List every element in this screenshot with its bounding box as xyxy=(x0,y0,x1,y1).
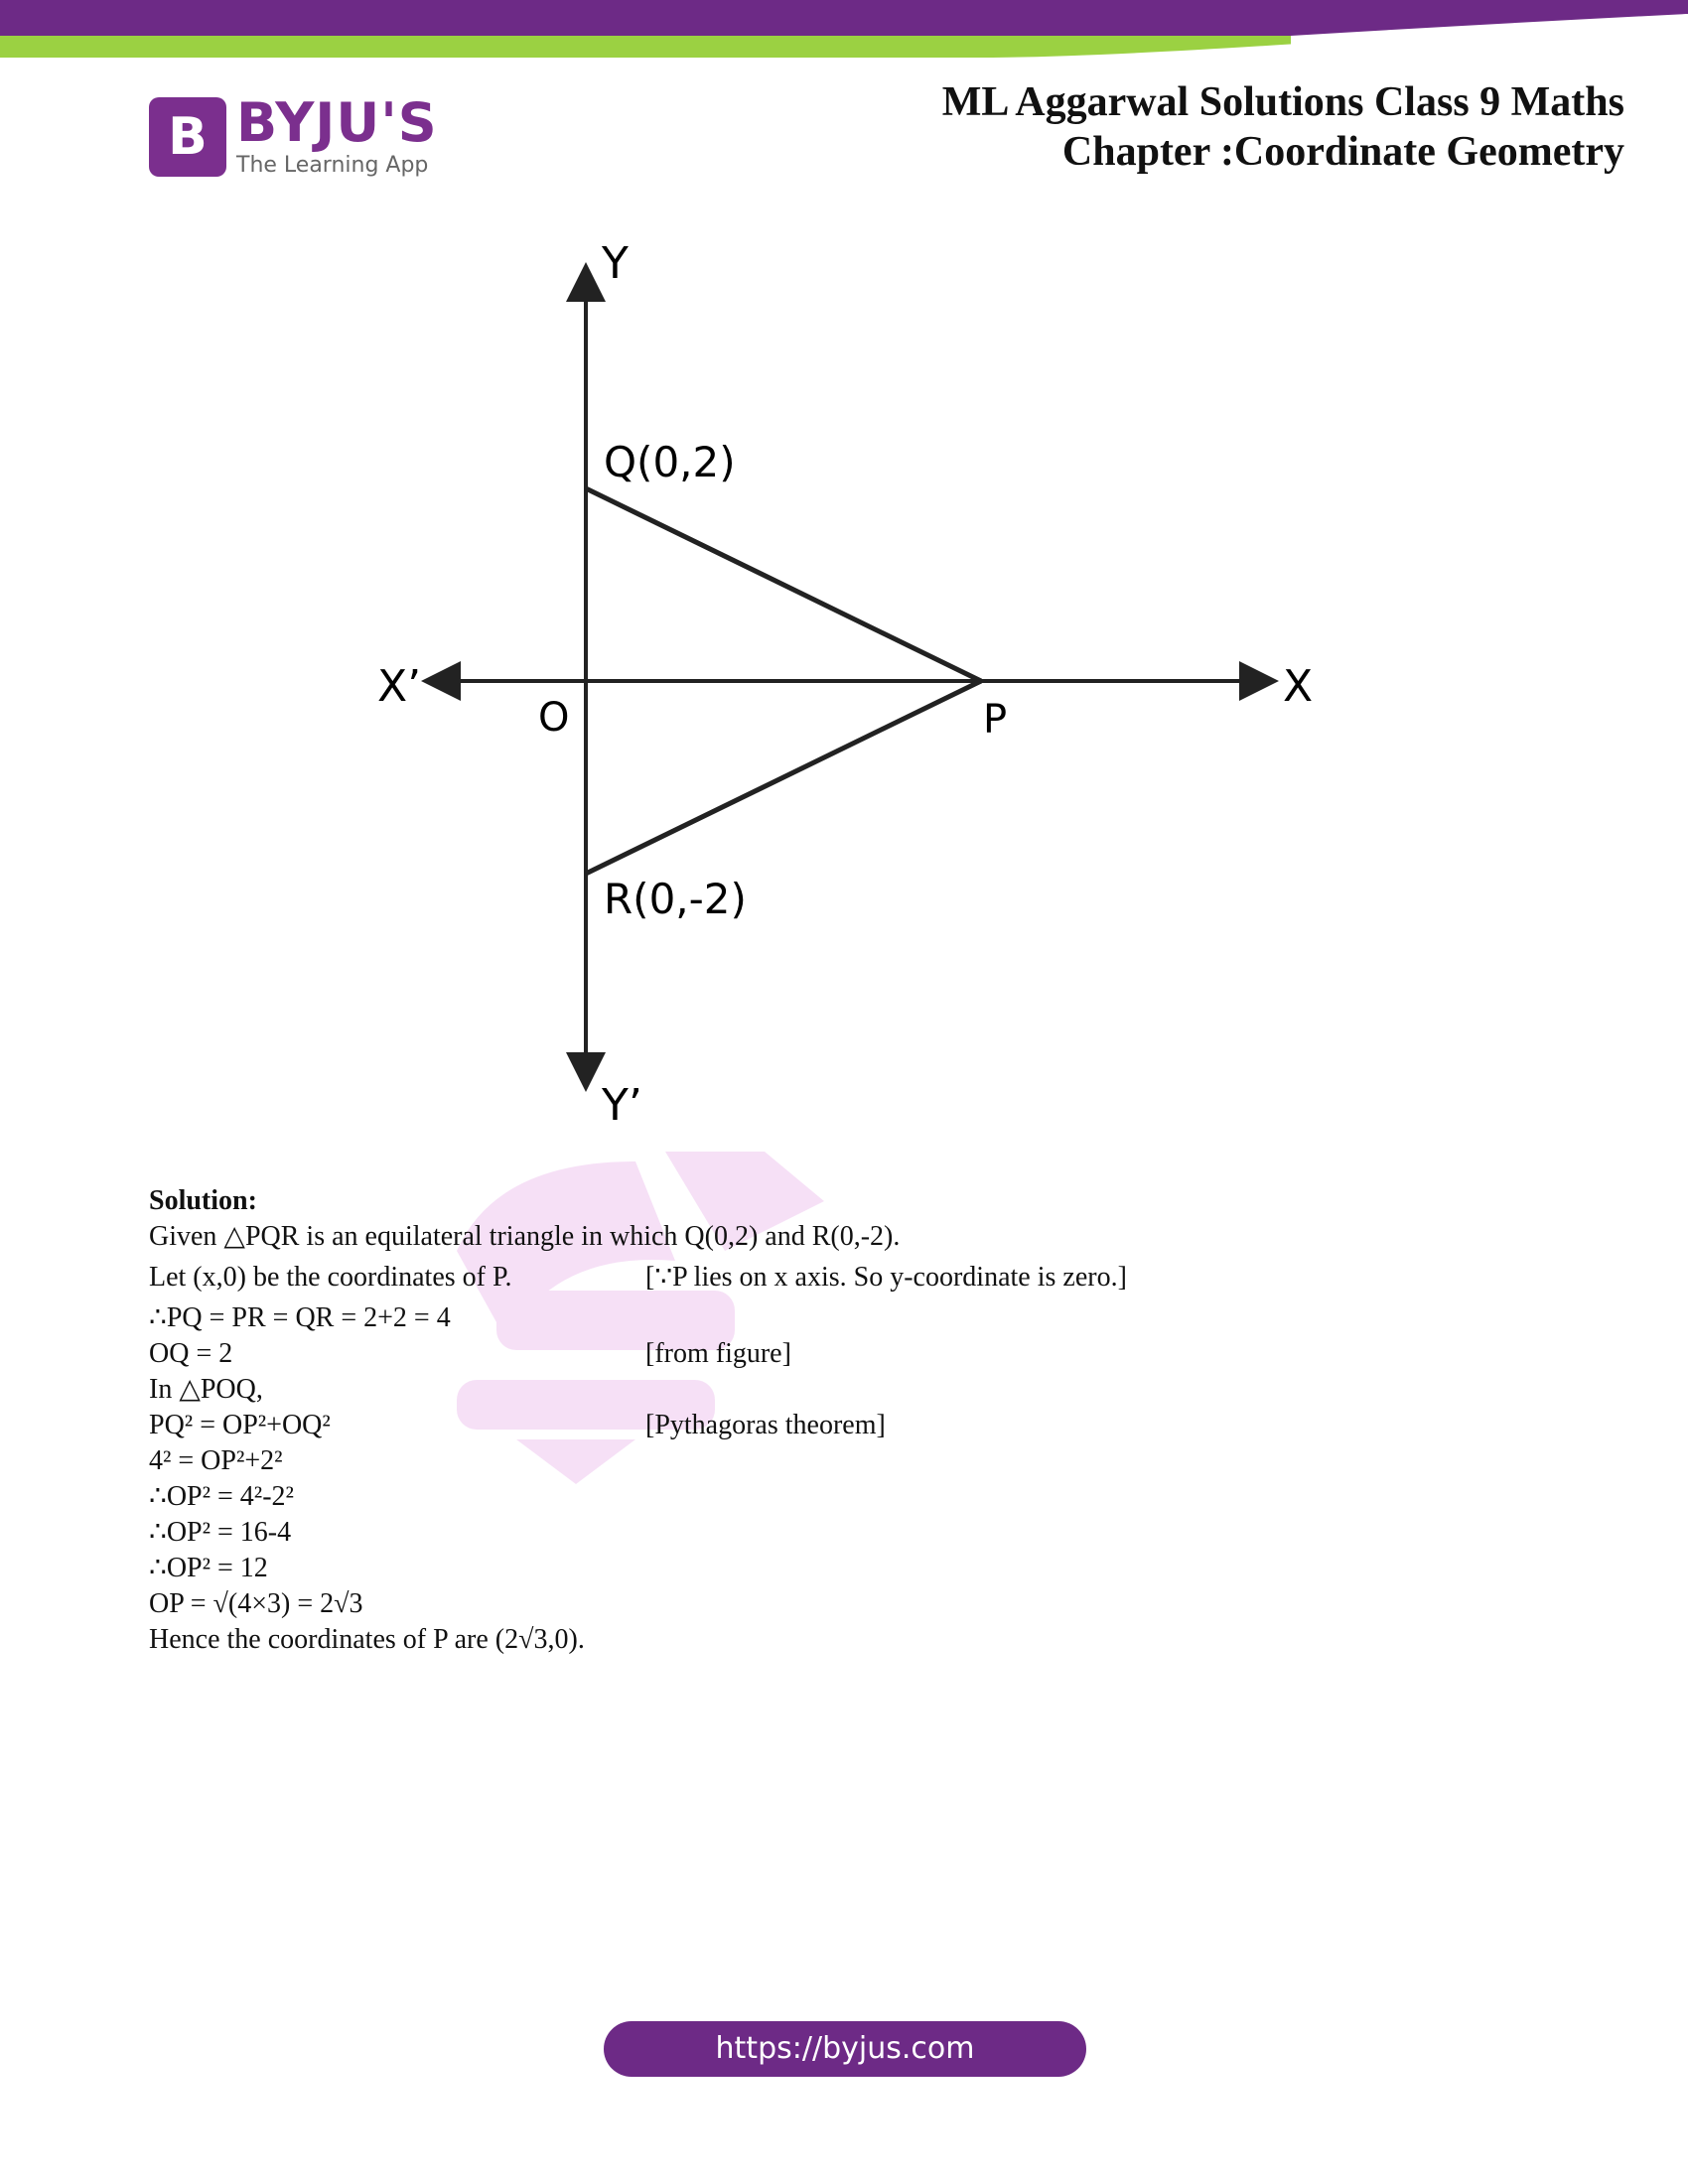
point-p-label: P xyxy=(983,697,1008,743)
y-axis-negative-label: Y’ xyxy=(602,1080,642,1131)
document-title-line1: ML Aggarwal Solutions Class 9 Maths xyxy=(941,79,1624,125)
solution-line xyxy=(149,1255,1440,1300)
solution-note: [from figure] xyxy=(645,1338,791,1369)
solution-note: [∵P lies on x axis. So y-coordinate is zero.] xyxy=(645,1262,1127,1293)
segment-qp xyxy=(586,488,981,681)
point-r-label: R(0,-2) xyxy=(604,875,747,923)
solution-note: [Pythagoras theorem] xyxy=(645,1410,886,1440)
solution-heading: Solution: xyxy=(149,1185,257,1216)
solution-line: ∴OP² = 4²-2² xyxy=(149,1481,294,1512)
logo-tagline: The Learning App xyxy=(236,153,429,178)
solution-line xyxy=(149,1336,1440,1372)
logo-letter: B xyxy=(168,107,208,167)
solution-line: Given △PQR is an equilateral triangle in which Q(0,2) and R(0,-2). xyxy=(149,1221,901,1252)
origin-label: O xyxy=(538,695,570,741)
solution-line: 4² = OP²+2² xyxy=(149,1445,283,1476)
y-axis-label: Y xyxy=(602,238,629,289)
footer-url-link[interactable]: https://byjus.com xyxy=(604,2021,1086,2077)
solution-block xyxy=(149,1183,1440,1658)
document-title-line2: Chapter :Coordinate Geometry xyxy=(1061,129,1624,175)
solution-line: ∴PQ = PR = QR = 2+2 = 4 xyxy=(149,1302,451,1333)
segment-rp xyxy=(586,681,981,874)
x-axis-label: X xyxy=(1283,661,1314,712)
x-axis-negative-label: X’ xyxy=(377,661,422,712)
point-q-label: Q(0,2) xyxy=(604,438,736,486)
solution-line: ∴OP² = 12 xyxy=(149,1553,268,1583)
solution-line-text: Let (x,0) be the coordinates of P. xyxy=(149,1262,512,1293)
solution-line: OP = √(4×3) = 2√3 xyxy=(149,1588,363,1619)
solution-line: In △POQ, xyxy=(149,1374,263,1405)
solution-line xyxy=(149,1408,1440,1443)
solution-line: Hence the coordinates of P are (2√3,0). xyxy=(149,1624,585,1655)
solution-line: ∴OP² = 16-4 xyxy=(149,1517,292,1548)
solution-line-text: OQ = 2 xyxy=(149,1338,233,1369)
solution-line-text: PQ² = OP²+OQ² xyxy=(149,1410,331,1440)
logo-name: BYJU'S xyxy=(236,91,438,154)
